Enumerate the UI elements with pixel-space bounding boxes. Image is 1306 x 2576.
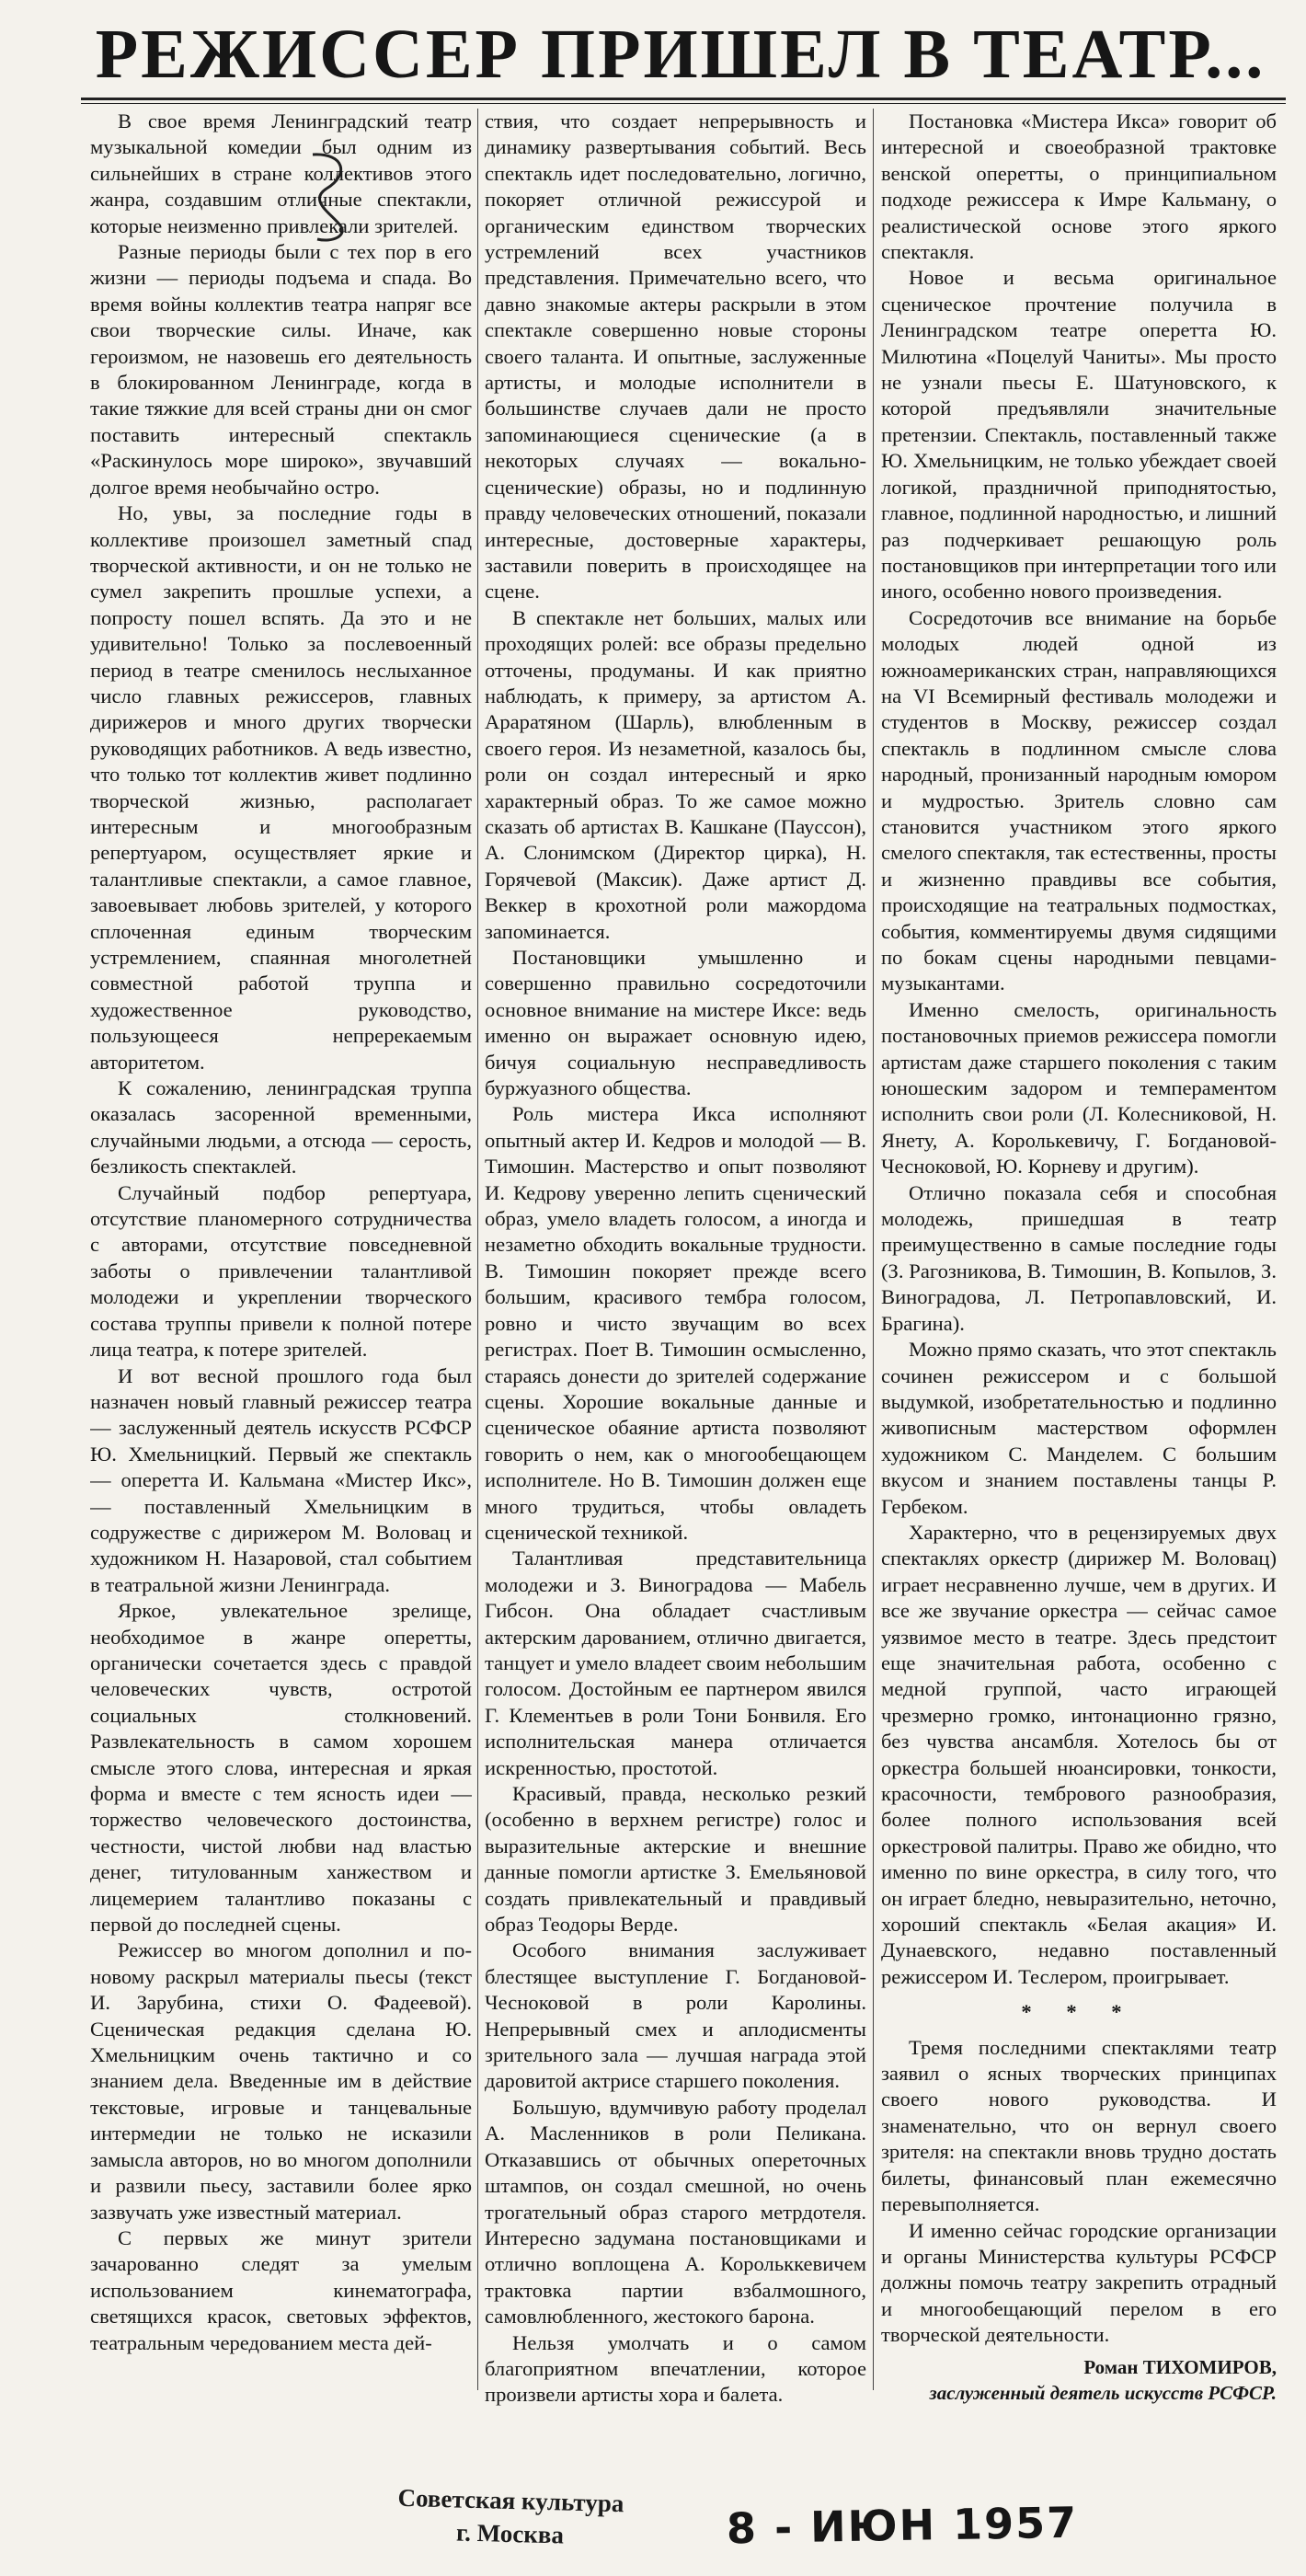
paragraph: С первых же минут зрители зачарованно следят за умелым использованием кинематографа, светящихся красок, световых эффектов, театральным чередованием места дей- (90, 2225, 472, 2354)
paragraph: Тремя последними спектаклями театр заявил о ясных творческих принципах своего нового руководства. И знаменательно, что он вернул своего зрителя: на спектакли вновь трудно достать билеты, финансовый план ежемесячно перевыполняется. (881, 2035, 1277, 2216)
article-column-3 (881, 109, 1277, 2409)
source-stamp (372, 2480, 649, 2554)
paragraph: Роль мистера Икса исполняют опытный актер И. Кедров и молодой — В. Тимошин. Мастерство и опыт позволяют И. Кедрову уверенно лепить сценический образ, умело владеть голосом, а иногда и незаметно обходить вокальные трудности. В. Тимошин покоряет прежде всего большим, красивого тембра голосом, ровно и чисто звучащим во всех регистрах. Поет В. Тимошин осмысленно, стараясь донести до зрителей содержание сцены. Хорошие вокальные данные и сценическое обаяние артиста позволяют говорить о нем, как о многообещающем исполнителе. Но В. Тимошин должен еще много трудиться, чтобы овладеть сценической техникой. (485, 1102, 866, 1544)
source-city: г. Москва (455, 2518, 565, 2549)
paragraph: Красивый, правда, несколько резкий (особенно в верхнем регистре) голос и выразительные актерские и внешние данные помогли артистке З. Емельяновой создать привлекательный и правдивый образ Теодоры Верде. (485, 1782, 866, 1937)
paragraph: В спектакле нет больших, малых или проходящих ролей: все образы предельно отточены, продуманы. И как приятно наблюдать, к примеру, за артистом А. Араратяном (Шарль), влюбленным в своего героя. Из незаметной, казалось бы, роли он создал интересный и ярко характерный образ. То же самое можно сказать об артистах В. Кашкане (Пауссон), А. Слонимском (Директор цирка), Н. Горячевой (Максик). Даже артист Д. Веккер в крохотной роли мажордома запоминается. (485, 605, 866, 943)
date-stamp: 8 - ИЮН 1957 (726, 2497, 1079, 2554)
paragraph: Режиссер во многом дополнил и по-новому раскрыл материалы пьесы (текст И. Зарубина, стихи О. Фадеевой). Сценическая редакция сделана Ю. Хмельницким очень тактично и со знанием дела. Введенные им в действие текстовые, игровые и танцевальные интермедии не только не исказили замысла авторов, но во многом дополнили и развили пьесу, заставили более ярко зазвучать уже известный материал. (90, 1938, 472, 2224)
paragraph: Постановщики умышленно и совершенно правильно сосредоточили основное внимание на мистере Иксе: ведь именно он выражает основную идею, бичуя социальную несправедливость буржуазного общества. (485, 946, 866, 1100)
paragraph: Отлично показала себя и способная молодежь, пришедшая в театр преимущественно в самые последние годы (З. Рагозникова, В. Тимошин, В. Копылов, З. Виноградова, Л. Петропавловский, И. Брагина). (881, 1180, 1277, 1335)
headline: РЕЖИССЕР ПРИШЕЛ В ТЕАТР... (95, 16, 1266, 93)
paragraph: Постановка «Мистера Икса» говорит об интересной и своеобразной трактовке венской оперетты, о принципиальном подходе режиссера к Имре Кальману, о реалистической основе этого яркого спектакля. (881, 109, 1277, 264)
paragraph: К сожалению, ленинградская труппа оказалась засоренной временными, случайными людьми, а отсюда — серость, безликость спектаклей. (90, 1076, 472, 1179)
author-name: Роман ТИХОМИРОВ, (1083, 2355, 1277, 2378)
source-publication: Советская культура (397, 2483, 624, 2518)
paragraph: Талантливая представительница молодежи и З. Виноградова — Мабель Гибсон. Она обладает счастливым актерским дарованием, отлично двигается, танцует и умело владеет своим небольшим голосом. Достойным ее партнером явился Г. Клементьев в роли Тони Бонвиля. Его исполнительская манера отличается искренностью, простотой. (485, 1547, 866, 1779)
author-signature (881, 2354, 1277, 2406)
section-separator: * * * (1021, 2000, 1137, 2024)
paragraph: Нельзя умолчать и о самом благоприятном впечатлении, которое произвели артисты хора и балета. (485, 2330, 866, 2407)
paragraph: Случайный подбор репертуара, отсутствие планомерного сотрудничества с авторами, отсутствие повседневной заботы о привлечении талантливой молодежи и укреплении творческого состава труппы привели к полной потере лица театра, к потере зрителей. (90, 1180, 472, 1362)
article-column-1 (90, 109, 472, 2409)
paragraph: Разные периоды были с тех пор в его жизни — периоды подъема и спада. Во время войны коллектив театра напряг все свои творческие силы. Иначе, как героизмом, не назовешь его деятельность в блокированном Ленинграде, когда в такие тяжкие для всей страны дни он смог поставить интересный спектакль «Раскинулось море широко», звучавший долгое время необычайно остро. (90, 240, 472, 499)
paragraph: Характерно, что в рецензируемых двух спектаклях оркестр (дирижер М. Воловац) играет несравненно лучше, чем в других. И все же звучание оркестра — сейчас самое уязвимое место в театре. Здесь предстоит еще значительная работа, особенно с медной группой, часто играющей чрезмерно громко, интонационно грязно, без чувства ансамбля. Хотелось бы от оркестра большей нюансировки, тонкости, красочности, тембрового разнообразия, более полного использования всей оркестровой палитры. Право же обидно, что именно по вине оркестра, в силу того, что он играет бледно, невыразительно, неточно, хороший спектакль «Белая акация» И. Дунаевского, недавно поставленный режиссером И. Теслером, проигрывает. (881, 1520, 1277, 1988)
paragraph: ствия, что создает непрерывность и динамику развертывания событий. Весь спектакль идет последовательно, логично, покоряет отличной режиссурой и органическим единством творческих устремлений всех участников представления. Примечательно всего, что давно знакомые актеры раскрыли в этом спектакле совершенно новые стороны своего таланта. И опытные, заслуженные артисты, и молодые исполнители в большинстве случаев дали не просто запоминающиеся сценические (а в некоторых случаях — вокально-сценические) образы, но и подлинную правду человеческих отношений, показали интересные, достоверные характеры, заставили поверить в происходящее на сцене. (485, 109, 866, 604)
paragraph: Новое и весьма оригинальное сценическое прочтение получила в Ленинградском театре оперетта Ю. Милютина «Поцелуй Чаниты». Мы просто не узнали пьесы Е. Шатуновского, к которой предъявляли значительные претензии. Спектакль, поставленный также Ю. Хмельницким, не только убеждает своей логикой, праздничной приподнятостью, главное, подлинной народностью, и лишний раз подчеркивает решающую роль постановщиков при интерпретации того или иного, особенно нового произведения. (881, 266, 1277, 604)
top-rule (81, 98, 1286, 100)
paragraph: Сосредоточив все внимание на борьбе молодых людей одной из южноамериканских стран, направляющихся на VI Всемирный фестиваль молодежи и студентов в Москву, режиссер создал спектакль в подлинном смысле слова народный, пронизанный народным юмором и мудростью. Зритель словно сам становится участником этого яркого смелого спектакля, так естественны, просты и жизненно правдивы все события, происходящие на театральных подмостках, события, комментируемы двумя сидящими по бокам сцены народными певцами-музыкантами. (881, 605, 1277, 995)
paragraph: И именно сейчас городские организации и органы Министерства культуры РСФСР должны помочь театру закрепить отрадный и многообещающий перелом в его творческой деятельности. (881, 2218, 1277, 2347)
paragraph: Особого внимания заслуживает блестящее выступление Г. Богдановой-Чесноковой в роли Каролины. Непрерывный смех и аплодисменты зрительного зала — лучшая награда этой даровитой актрисе старшего поколения. (485, 1938, 866, 2093)
top-rule-thin (81, 103, 1286, 104)
paragraph: Именно смелость, оригинальность постановочных приемов режиссера помогли артистам даже старшего поколения с таким юношеским задором и темпераментом исполнить свои роли (Л. Колесниковой, Н. Янету, А. Королькевичу, Г. Богдановой-Чесноковой, Ю. Корневу и другим). (881, 997, 1277, 1179)
paragraph: Большую, вдумчивую работу проделал А. Масленников в роли Пеликана. Отказавшись от обычных опереточных штампов, он создал смешной, но очень трогательный образ старого метрдотеля. Интересно задумана постановщиками и отлично воплощена А. Корольккевичем трактовка партии взбалмошного, самовлюбленного, жестокого барона. (485, 2095, 866, 2329)
paragraph: В свое время Ленинградский театр музыкальной комедии был одним из сильнейших в стране коллективов этого жанра, создавшим отличные спектакли, которые неизменно привлекали зрителей. (90, 109, 472, 237)
paragraph: Но, увы, за последние годы в коллективе произошел заметный спад творческой активности, и он не только не сумел закрепить прошлые успехи, а попросту пошел вспять. Да это и не удивительно! Только за послевоенный период в театре сменилось неслыханное число главных режиссеров, главных дирижеров и много других творчески руководящих работников. А ведь известно, что только тот коллектив живет подлинно творческой жизнью, располагает интересным и многообразным репертуаром, осуществляет яркие и талантливые спектакли, а самое главное, завоевывает любовь зрителей, у которого сплоченная единым творческим устремлением, спаянная многолетней совместной работой труппа и художественное руководство, пользующееся непререкаемым авторитетом. (90, 501, 472, 1074)
author-title: заслуженный деятель искусств РСФСР. (929, 2381, 1277, 2404)
paragraph: Можно прямо сказать, что этот спектакль сочинен режиссером и с большой выдумкой, изобретательностью и подлинно живописным мастерством оформлен художником С. Манделем. С большим вкусом и знанием поставлены танцы Р. Гербеком. (881, 1338, 1277, 1518)
paragraph: И вот весной прошлого года был назначен новый главный режиссер театра — заслуженный деятель искусств РСФСР Ю. Хмельницкий. Первый же спектакль — оперетта И. Кальмана «Мистер Икс», — поставленный Хмельницким в содружестве с дирижером М. Воловац и художником Н. Назаровой, стал событием в театральной жизни Ленинграда. (90, 1363, 472, 1596)
paragraph: Яркое, увлекательное зрелище, необходимое в жанре оперетты, органически сочетается здесь с правдой человеческих чувств, остротой социальных столкновений. Развлекательность в самом хорошем смысле этого слова, интересная и яркая форма и вместе с тем ясность идеи — торжество человеческого достоинства, честности, чистой любви над властью денег, титулованным ханжеством и лицемерием талантливо показаны с первой до последней сцены. (90, 1599, 472, 1937)
column-divider (477, 109, 478, 2390)
column-divider (873, 109, 874, 2390)
article-column-2 (485, 109, 866, 2409)
